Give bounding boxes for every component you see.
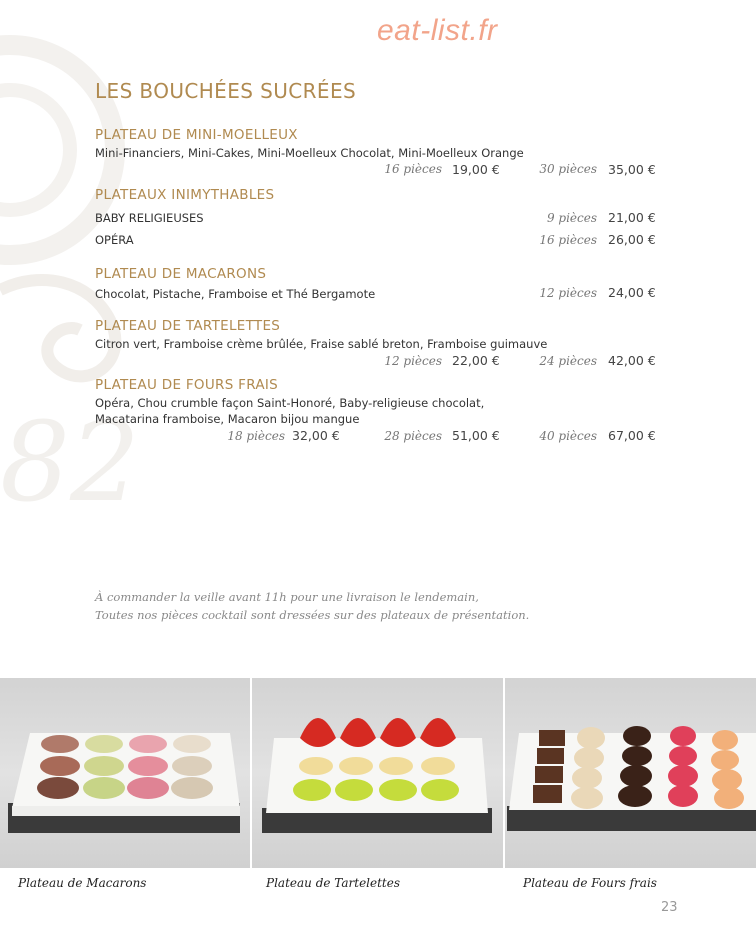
site-logo-text: eat-list.fr [377,14,498,47]
piece-count: 40 pièces [539,429,597,443]
section-heading-mini-moelleux: PLATEAU DE MINI-MOELLEUX [95,127,298,143]
page-number: 23 [661,900,678,915]
price: 19,00 € [452,162,500,177]
piece-count: 18 pièces [227,429,285,443]
piece-count: 12 pièces [539,286,597,300]
section-description: Chocolat, Pistache, Framboise et Thé Bergamote [95,287,376,301]
photo-fours-frais [505,678,756,868]
piece-count: 24 pièces [539,354,597,368]
price: 32,00 € [292,428,340,443]
section-heading-macarons: PLATEAU DE MACARONS [95,266,267,282]
watermark-number: 82 [0,398,140,510]
piece-count: 12 pièces [384,354,442,368]
piece-count: 30 pièces [539,162,597,176]
photo-tartelettes [252,678,503,868]
section-description: Mini-Financiers, Mini-Cakes, Mini-Moelleux Chocolat, Mini-Moelleux Orange [95,146,524,160]
piece-count: 16 pièces [384,162,442,176]
order-note-line-1: À commander la veille avant 11h pour une livraison le lendemain, [95,590,479,604]
order-note-line-2: Toutes nos pièces cocktail sont dressées sur des plateaux de présentation. [95,608,530,622]
section-description-line-1: Opéra, Chou crumble façon Saint-Honoré, Baby-religieuse chocolat, [95,396,485,410]
caption-tartelettes: Plateau de Tartelettes [266,876,401,890]
caption-fours-frais: Plateau de Fours frais [523,876,657,890]
price: 51,00 € [452,428,500,443]
price: 24,00 € [608,285,656,300]
price: 35,00 € [608,162,656,177]
price: 21,00 € [608,210,656,225]
piece-count: 28 pièces [384,429,442,443]
price: 22,00 € [452,353,500,368]
menu-item-baby-religieuses: BABY RELIGIEUSES [95,211,204,225]
section-description-line-2: Macatarina framboise, Macaron bijou mangue [95,412,360,426]
price: 26,00 € [608,232,656,247]
page-title: LES BOUCHÉES SUCRÉES [95,79,357,103]
piece-count: 16 pièces [539,233,597,247]
section-heading-inimythables: PLATEAUX INIMYTHABLES [95,187,275,203]
menu-item-opera: OPÉRA [95,233,134,247]
section-description: Citron vert, Framboise crème brûlée, Fraise sablé breton, Framboise guimauve [95,337,548,351]
price: 67,00 € [608,428,656,443]
piece-count: 9 pièces [546,211,597,225]
section-heading-fours-frais: PLATEAU DE FOURS FRAIS [95,377,279,393]
photo-macarons [0,678,250,868]
price: 42,00 € [608,353,656,368]
caption-macarons: Plateau de Macarons [18,876,147,890]
photo-strip [0,678,756,868]
order-note [95,588,529,624]
section-heading-tartelettes: PLATEAU DE TARTELETTES [95,318,281,334]
